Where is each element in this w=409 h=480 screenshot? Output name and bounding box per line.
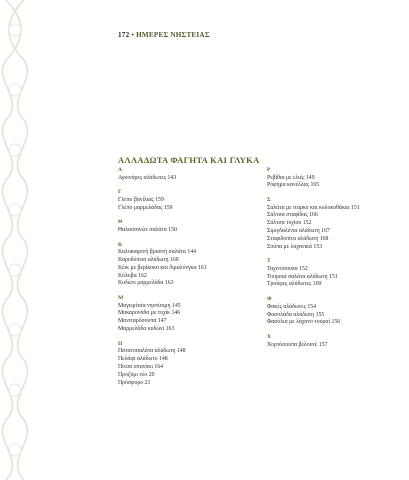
header-separator: • <box>131 31 135 39</box>
index-entry: Κόλυβα 162 <box>118 272 147 279</box>
index-letter: Γ <box>118 189 122 196</box>
index-letter: Π <box>118 340 123 347</box>
index-left-column <box>118 167 258 394</box>
index-group-phi <box>267 296 407 327</box>
index-entry: Μαρμελάδα κυδώνι 163 <box>118 326 175 333</box>
index-group-pi <box>118 341 258 387</box>
index-entry: Κυδώνι μαρμελάδα 163 <box>118 280 174 287</box>
index-entry: Γλέπο βανίλιας 159 <box>118 196 164 203</box>
index-entry: Σταφιδοπίτα αλάδωτη 168 <box>267 235 329 242</box>
index-letter: Σ <box>267 197 271 204</box>
index-entry: Ρόφημα κανέλλας 165 <box>267 182 320 189</box>
index-letter: Ρ <box>267 167 271 173</box>
running-title: ΗΜΕΡΕΣ ΝΗΣΤΕΙΑΣ <box>136 31 210 39</box>
index-entry: Σάλτσα σταφίδας 166 <box>267 212 318 219</box>
index-entry: Κέικ με βερίκοκα και διμαλόνγκα 161 <box>118 264 207 271</box>
index-group-chi <box>267 334 407 349</box>
index-letter: Φ <box>267 296 272 303</box>
index-group-tau <box>267 258 407 289</box>
index-entry: Φασόλια με λάχανο τουρσί 156 <box>267 319 341 326</box>
index-group-alpha <box>118 167 258 182</box>
index-entry: Γλέπο μαρμελάδας 159 <box>118 204 173 211</box>
index-entry: Σαλάτα με ιταρκο και κολοκυθάκια 151 <box>267 204 360 211</box>
section-title: ΑΛΛΑΔΩΤΑ ΦΑΓΗΤΑ ΚΑΙ ΓΛΥΚΑ <box>118 155 260 165</box>
running-header <box>118 31 210 39</box>
index-letter: Κ <box>118 241 123 248</box>
index-group-sigma <box>267 197 407 251</box>
index-entry: Σάλτσα τυχίου 152 <box>267 220 312 227</box>
index-entry: Τρούφες αλάδωτες 169 <box>267 281 322 288</box>
index-group-kappa <box>118 242 258 288</box>
index-entry: Χορτόσουπα βελουτέ 157 <box>267 341 328 348</box>
index-entry: Πρόσφορο 21 <box>118 379 151 386</box>
index-right-column <box>267 167 407 356</box>
index-entry: Μακαρονάδα με τυχίκ 146 <box>118 310 181 317</box>
index-letter: Χ <box>267 334 272 341</box>
index-entry: Πελάφι αλάδωτο 148 <box>118 356 168 363</box>
index-group-mu <box>118 295 258 334</box>
index-entry: Πατατοσαλάτα αλάδωτη 148 <box>118 348 186 355</box>
index-letter: Θ <box>118 219 123 226</box>
index-letter: Τ <box>267 258 271 265</box>
index-entry: Καλοκαιρινή βραστή σαλάτα 144 <box>118 249 197 256</box>
index-letter: Μ <box>118 295 124 302</box>
index-entry: Σιμιγδαλένια αλάδωτη 167 <box>267 227 330 234</box>
decorative-border-ornament <box>0 0 34 480</box>
index-group-gamma <box>118 189 258 212</box>
index-entry: Ρεβίθια με ελιές 149 <box>267 174 315 181</box>
index-entry: Αγκινάρες αλάδωτες 143 <box>118 174 177 181</box>
index-entry: Φακές αλάδωτες 154 <box>267 303 317 310</box>
index-entry: Προζύμι νέο 20 <box>118 371 155 378</box>
index-entry: Καρυδόπιτα αλάδωτη 160 <box>118 256 179 263</box>
index-entry: Μαγειρίτσα νηστίσιμη 145 <box>118 302 181 309</box>
index-entry: Πίτσα σπανάκι 164 <box>118 363 164 370</box>
index-entry: Φασολάδα αλάδωτη 155 <box>267 311 325 318</box>
index-group-theta <box>118 219 258 234</box>
index-entry: Θαλασσινών σαλάτα 150 <box>118 226 177 233</box>
index-entry: Ταχινόσουπα 152 <box>267 265 308 272</box>
index-entry: Σούπα με λαχανικά 153 <box>267 243 323 250</box>
page-number: 172 <box>118 31 130 39</box>
index-letter: Α <box>118 167 123 173</box>
index-entry: Τουρσιά σαλάτα αλάδωτη 151 <box>267 273 338 280</box>
index-entry: Μανιταρόσουπα 147 <box>118 318 167 325</box>
index-group-rho <box>267 167 407 190</box>
